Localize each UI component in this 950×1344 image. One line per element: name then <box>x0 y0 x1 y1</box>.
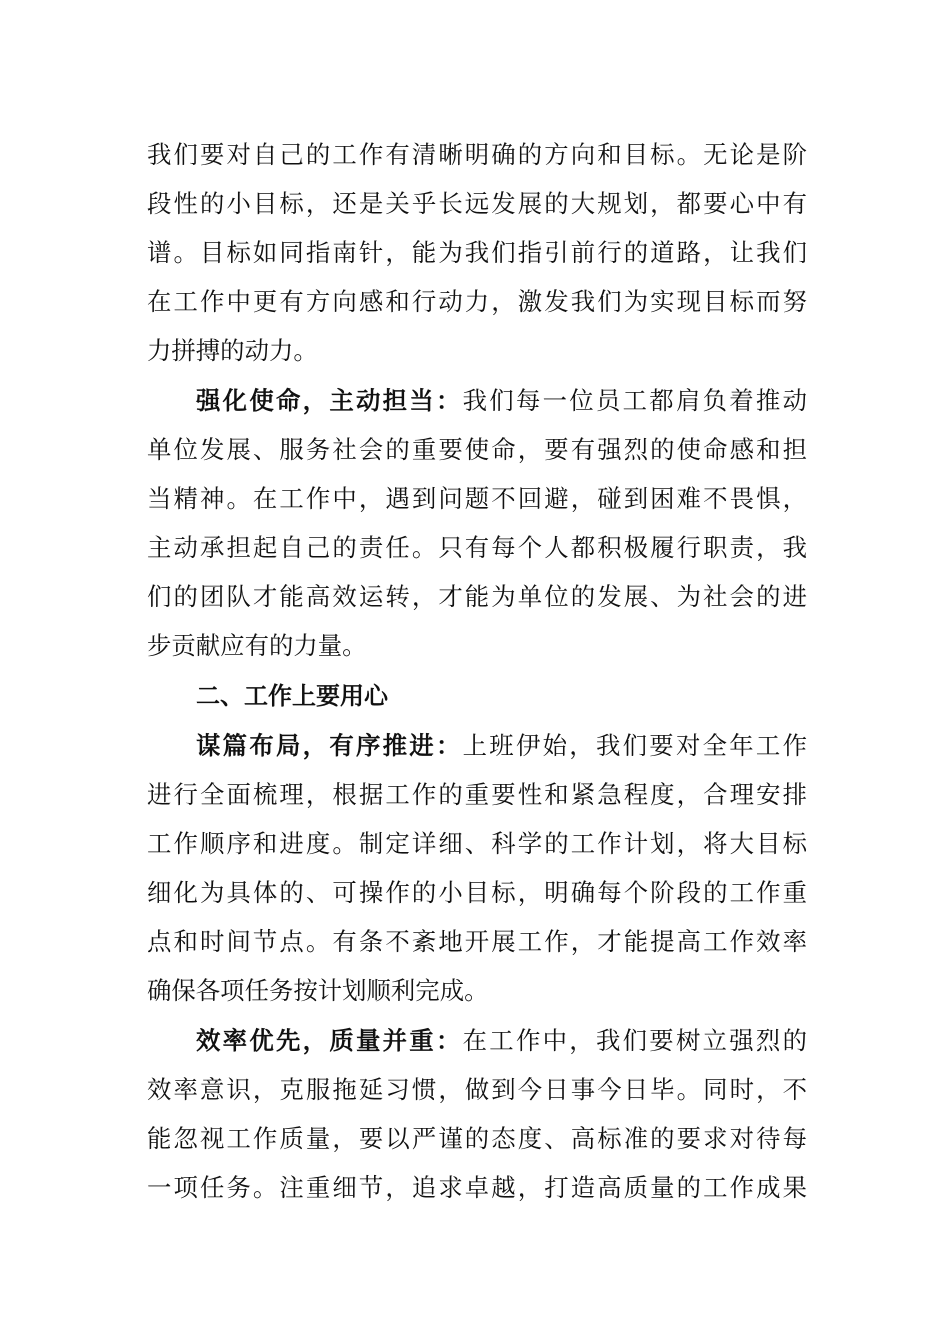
paragraph-text: 上班伊始，我们要对全年工作 <box>462 731 807 760</box>
paragraph-line: 工作顺序和进度。制定详细、科学的工作计划，将大目标 <box>147 829 807 858</box>
paragraph-line: 确保各项任务按计划顺利完成。 <box>147 976 489 1005</box>
paragraph-line: 在工作中更有方向感和行动力，激发我们为实现目标而努 <box>147 287 807 316</box>
paragraph-text: 我们每一位员工都肩负着推动 <box>462 386 807 415</box>
paragraph-line: 力拼搏的动力。 <box>147 336 318 365</box>
paragraph-line: 点和时间节点。有条不紊地开展工作，才能提高工作效率 <box>147 927 807 956</box>
paragraph-line: 一项任务。注重细节，追求卓越，打造高质量的工作成果 <box>147 1173 807 1202</box>
paragraph-lead: 谋篇布局，有序推进： <box>196 731 463 760</box>
paragraph-line: 当精神。在工作中，遇到问题不回避，碰到困难不畏惧， <box>147 484 807 513</box>
paragraph-line: 细化为具体的、可操作的小目标，明确每个阶段的工作重 <box>147 878 807 907</box>
paragraph-line: 主动承担起自己的责任。只有每个人都积极履行职责，我 <box>147 533 807 562</box>
paragraph-line: 效率意识，克服拖延习惯，做到今日事今日毕。同时，不 <box>147 1075 807 1104</box>
paragraph-line: 我们要对自己的工作有清晰明确的方向和目标。无论是阶 <box>147 140 807 169</box>
section-heading: 二、工作上要用心 <box>196 682 388 710</box>
paragraph-line: 段性的小目标，还是关乎长远发展的大规划，都要心中有 <box>147 189 807 218</box>
paragraph-line: 谱。目标如同指南针，能为我们指引前行的道路，让我们 <box>147 238 807 267</box>
paragraph-first-line <box>196 728 807 764</box>
paragraph-line: 步贡献应有的力量。 <box>147 631 367 660</box>
paragraph-first-line <box>196 383 807 419</box>
paragraph-first-line <box>196 1023 807 1059</box>
paragraph-line: 们的团队才能高效运转，才能为单位的发展、为社会的进 <box>147 582 807 611</box>
paragraph-lead: 强化使命，主动担当： <box>196 386 463 415</box>
paragraph-line: 进行全面梳理，根据工作的重要性和紧急程度，合理安排 <box>147 780 807 809</box>
paragraph-lead: 效率优先，质量并重： <box>196 1026 463 1055</box>
paragraph-line: 单位发展、服务社会的重要使命，要有强烈的使命感和担 <box>147 435 807 464</box>
paragraph-text: 在工作中，我们要树立强烈的 <box>462 1026 807 1055</box>
paragraph-line: 能忽视工作质量，要以严谨的态度、高标准的要求对待每 <box>147 1124 807 1153</box>
